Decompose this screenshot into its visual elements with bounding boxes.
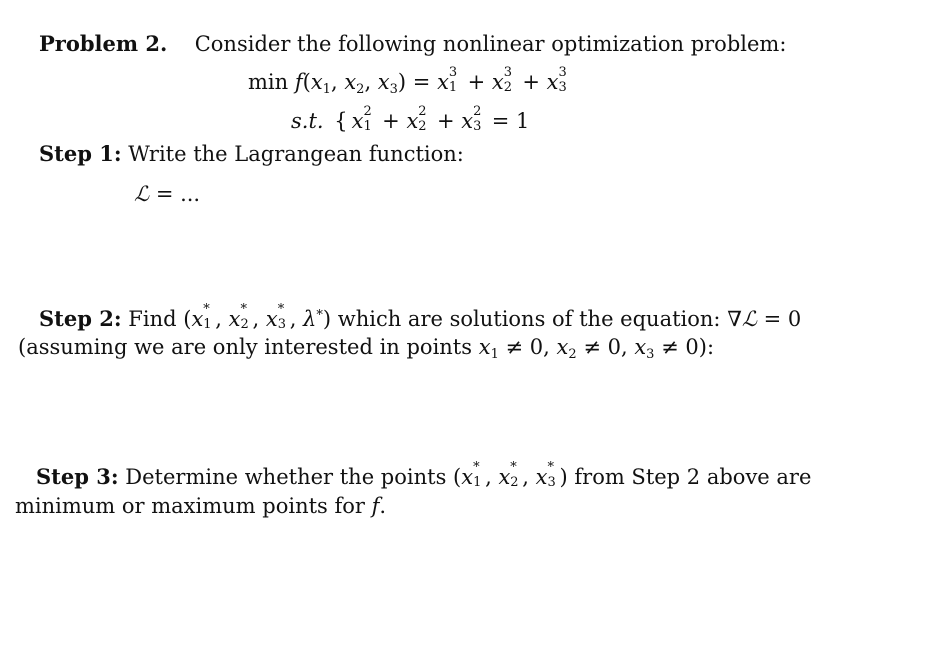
step3-text-b: from Step 2 above are — [574, 465, 812, 489]
step3-heading: Step 3: Determine whether the points (x * 1 , x * 2 , x * 3 ) from Step 2 above are — [36, 460, 812, 490]
step3-function-symbol: f — [371, 494, 380, 518]
step2-line2: (assuming we are only interested in points $x_1 \ne 0$, $x_2 \ne 0$, $x_3 \ne 0$): — [18, 335, 715, 362]
step3-text-a: Determine whether the points — [125, 465, 447, 489]
gradient-equation: ∇ℒ = 0 — [727, 307, 802, 331]
step2-label: Step 2: — [39, 306, 122, 331]
min-operator: min — [248, 70, 289, 94]
lagrangean-rhs: = ... — [155, 182, 201, 206]
subject-to-label: s.t. — [291, 109, 324, 133]
step3-label: Step 3: — [36, 464, 119, 489]
objective-function: $\min f(x_1$, $x_2$, $x_3) = x$ 3 1 + x 3 2 + x 3 3 — [248, 65, 567, 97]
step2-text-b: which are solutions of the equation: — [337, 307, 721, 331]
function-symbol: f — [294, 70, 303, 94]
step2-heading: Step 2: Find (x * 1 , x * 2 , x * 3 , λ*) which are solutions of the equation: ∇ℒ = 0 — [39, 302, 802, 332]
step2-line2-b: ): — [698, 335, 715, 359]
step2-text-a: Find — [128, 307, 177, 331]
brace-symbol: { — [334, 109, 348, 133]
step1-heading — [39, 141, 464, 167]
step3-line2-text: minimum or maximum points for — [15, 494, 365, 518]
step3-end: . — [379, 494, 387, 518]
step1-placeholder — [134, 181, 200, 207]
problem-heading — [39, 31, 786, 57]
step1-text: Write the Lagrangean function: — [128, 142, 464, 166]
step2-line2-a: (assuming we are only interested in points — [18, 335, 473, 359]
step1-label: Step 1: — [39, 141, 122, 166]
problem-intro: Consider the following nonlinear optimization problem: — [194, 32, 787, 56]
constraint-line: s.t. { x 2 1 + x 2 2 + x 2 3 = 1 — [291, 104, 530, 134]
lagrangean-symbol: ℒ — [134, 182, 150, 206]
problem-label: Problem 2. — [39, 31, 168, 56]
step3-line2 — [15, 493, 386, 519]
